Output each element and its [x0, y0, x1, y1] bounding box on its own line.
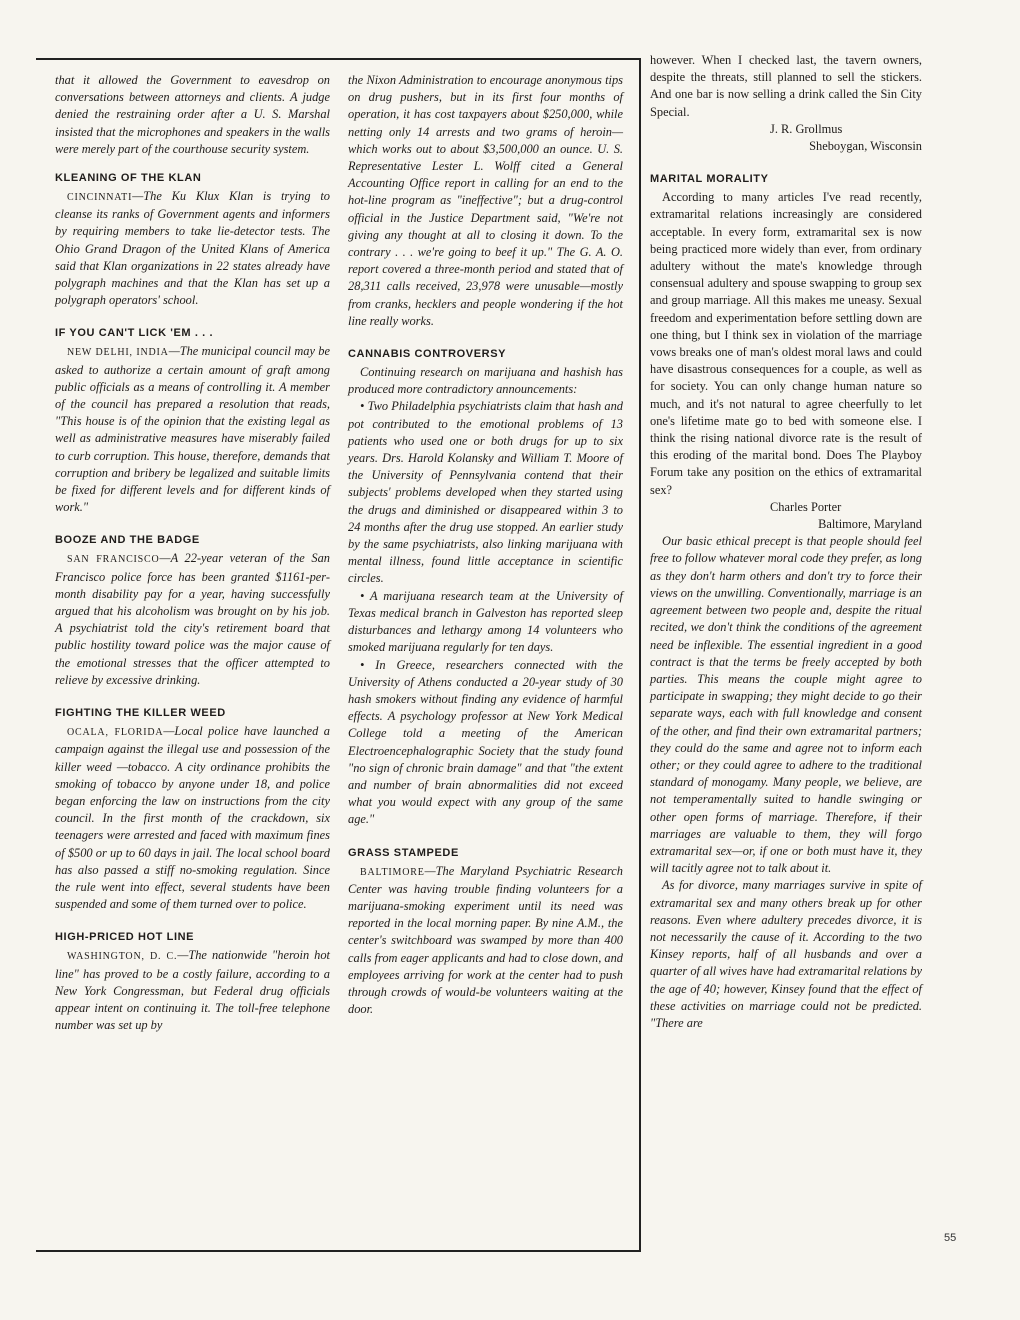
- article-body: —A 22-year veteran of the San Francisco police force has been granted $1161-per-month disability pay for a year, having successfully argued that his alcoholism was brought on by his job. A psychiatrist told the city's retirement board that public hostility toward police was the major cause of the emotional stresses that the officer attempted to relieve by excessive drinking.: [55, 551, 330, 687]
- signature-place: Baltimore, Maryland: [818, 517, 922, 532]
- article-body: —The Maryland Psychiatric Research Center was having trouble finding volunteers for a marijuana-smoking experiment until its need was reported in the local morning paper. By nine A.M., the center's switchboard was swamped by more than 400 calls from eager applicants and had to close down, and employees arriving for work at the center had to push through crowds of would-be volunteers waiting at the door.: [348, 863, 623, 1017]
- article-high-priced-hot-line: [55, 947, 330, 1034]
- article-fighting-the-killer-weed: [55, 723, 330, 913]
- article-intro: Continuing research on marijuana and hashish has produced more contradictory announcements:: [348, 365, 623, 397]
- headline-grass-stampede: GRASS STAMPEDE: [348, 846, 459, 859]
- article-body: —The nationwide "heroin hot line" has proved to be a costly failure, according to a New York Congressman, but Federal drug officials appear intent on continuing it. The toll-free telephone number was set up by: [55, 948, 330, 1033]
- headline-kleaning-of-the-klan: KLEANING OF THE KLAN: [55, 172, 202, 185]
- dateline: SAN FRANCISCO: [67, 554, 160, 566]
- article-grass-stampede: [348, 863, 623, 1019]
- article-kleaning-of-the-klan: [55, 188, 330, 309]
- article-body: —The Ku Klux Klan is trying to cleanse its ranks of Government agents and informers by requiring members to take lie-detector tests. The Ohio Grand Dragon of the United Klans of America said that Klan organizations in 22 states already have polygraph machines and that the Klan has set up a polygraph operators' school.: [55, 189, 330, 308]
- continued-text: the Nixon Administration to encourage anonymous tips on drug pushers, but in its first four months of operation, it has cost taxpayers about $250,000, while netting only 14 arrests and two grams of heroin—which works out to about $3,500,000 an ounce. U. S. Representative Lester L. Wolff cited a General Accounting Office report in calling for an end to the hot-line program as "ineffective"; but a drug-control official in the Justice Department said, "We're not giving any thought at all to closing it down. To the contrary . . . we're going to beef it up." The G. A. O. report covered a three-month period and stated that of 28,311 calls received, 23,978 were unusable—mostly from cranks, hecklers and people wondering if the hot line really works.: [348, 73, 623, 328]
- dateline: NEW DELHI, INDIA: [67, 347, 169, 359]
- headline-fighting-the-killer-weed: FIGHTING THE KILLER WEED: [55, 707, 226, 720]
- top-rule: [36, 58, 641, 60]
- dateline: BALTIMORE: [360, 866, 425, 878]
- column-3: [650, 52, 922, 1032]
- article-booze-and-the-badge: [55, 550, 330, 689]
- headline-high-priced-hot-line: HIGH-PRICED HOT LINE: [55, 931, 195, 944]
- column-1: [55, 72, 330, 1034]
- bullet-item: • Two Philadelphia psychiatrists claim that hash and pot contributed to the emotional problems of 13 patients who used one or both drugs for up to six years. Drs. Harold Kolansky and William T. Moore of the University of Pennsylvania contend that their subjects' problems developed when they started using the drugs and diminished or disappeared within 3 to 24 months after the drug use stopped. An earlier study by the same psychiatrists, also linking marijuana with mental illness, found little acceptance in scientific circles.: [348, 399, 623, 586]
- headline-booze-and-the-badge: BOOZE AND THE BADGE: [55, 534, 200, 547]
- editor-reply: As for divorce, many marriages survive in spite of extramarital sex and many others break up for other reasons. Even where adultery precedes divorce, it is not necessarily the cause of it. According to the two Kinsey reports, half of all husbands and over a quarter of all wives have had extramarital relations by the age of 40; however, Kinsey found that the effect of these activities on marriage could not be predicted. "There are: [650, 878, 922, 1030]
- editor-reply: Our basic ethical precept is that people should feel free to follow whatever moral code they prefer, as long as they don't harm others and don't try to force their views on the unwilling. Conventionally, marriage is an agreement between two people and, despite the ritual recited, we don't think the conditions of the agreement need be inflexible. The essential ingredient in a good contract is that the terms be freely accepted by both parties. This means the couple might agree to participate in swapping; they might decide to go their separate ways, each with full knowledge and consent of the other, and find their own extramarital partners; they could do the same and agree not to inform each other; or they could agree to adhere to the traditional standard of monogamy. Many people, we believe, are not temperamentally suited to handle swinging or other open forms of marriage. Therefore, if their marriages are valuable to them, they will forgo extramarital sex—or, if one or both must have it, they will tacitly agree not to talk about it.: [650, 534, 922, 876]
- headline-if-you-cant-lick-em: IF YOU CAN'T LICK 'EM . . .: [55, 327, 214, 340]
- bullet-item: • In Greece, researchers connected with the University of Athens conducted a 20-year study of 30 hash smokers without finding any evidence of harmful effects. A psychology professor at New York Medical College told a meeting of the American Electroencephalographic Society that the study found "no sign of chronic brain damage" and that "the extent and number of brain abnormalities did not exceed what you would expect with any group of the same age.": [348, 657, 623, 827]
- signature-name: Charles Porter: [770, 499, 842, 514]
- article-body: —Local police have launched a campaign against the illegal use and possession of the killer weed —tobacco. A city ordinance prohibits the smoking of tobacco by anyone under 18, and police began enforcing the law on instructions from the city council. In the first month of the crackdown, six teenagers were arrested and faced with maximum fines of $500 or up to 60 days in jail. The local school board has also passed a stiff no-smoking regulation. Since the rule went into effect, several students have been suspended and some of them turned over to police.: [55, 724, 330, 912]
- signature-name: J. R. Grollmus: [770, 121, 843, 136]
- headline-cannabis-controversy: CANNABIS CONTROVERSY: [348, 348, 507, 361]
- headline-marital-morality: MARITAL MORALITY: [650, 173, 769, 186]
- page-number: 55: [944, 1232, 957, 1244]
- column-divider: [639, 58, 641, 1252]
- article-if-you-cant-lick-em: [55, 343, 330, 516]
- reader-letter: According to many articles I've read recently, extramarital relations increasingly are considered acceptable. In every form, extramarital sex is now being practiced more widely than ever, from ordinary adultery without the mate's knowledge through consensual adultery and spouse swapping to group sex and group marriage. All this makes me uneasy. Sexual freedom and experimentation before settling down are one thing, but I think sex in violation of the marriage vows breaks one of man's oldest moral laws and could have disastrous consequences for a couple, as well as for society. You can only change human nature so much, and it's not natural to agree cheerfully to let one's lifetime mate go to bed with someone else. I think the rising national divorce rate is the result of this eroding of the marital bond. Does The Playboy Forum take any position on the ethics of extramarital sex?: [650, 190, 922, 497]
- column-2: [348, 72, 623, 1018]
- bullet-item: • A marijuana research team at the University of Texas medical branch in Galveston has reported sleep disturbances and lethargy among 14 volunteers who smoked marijuana regularly for ten days.: [348, 588, 623, 655]
- bottom-rule: [36, 1250, 641, 1252]
- signature-place: Sheboygan, Wisconsin: [809, 139, 922, 154]
- continued-text: that it allowed the Government to eavesdrop on conversations between attorneys and clients. A judge denied the restraining order after a U. S. Marshal insisted that the microphones and speakers in the walls were merely part of the courthouse security system.: [55, 73, 330, 156]
- article-body: —The municipal council may be asked to authorize a certain amount of graft among public officials as a means of controlling it. A member of the council has prepared a resolution that reads, "This house is of the opinion that the existing legal as well as administrative measures have miserably failed to curb corruption. This house, therefore, demands that corruption and bribery be legalized and suitable limits be fixed for different levels and for different kinds of work.": [55, 344, 331, 515]
- dateline: CINCINNATI: [67, 192, 133, 204]
- dateline: WASHINGTON, D. C.: [67, 951, 178, 963]
- dateline: OCALA, FLORIDA: [67, 727, 164, 739]
- continued-letter: however. When I checked last, the tavern owners, despite the threats, still planned to sell the stickers. And one bar is now selling a drink called the Sin City Special.: [650, 53, 922, 119]
